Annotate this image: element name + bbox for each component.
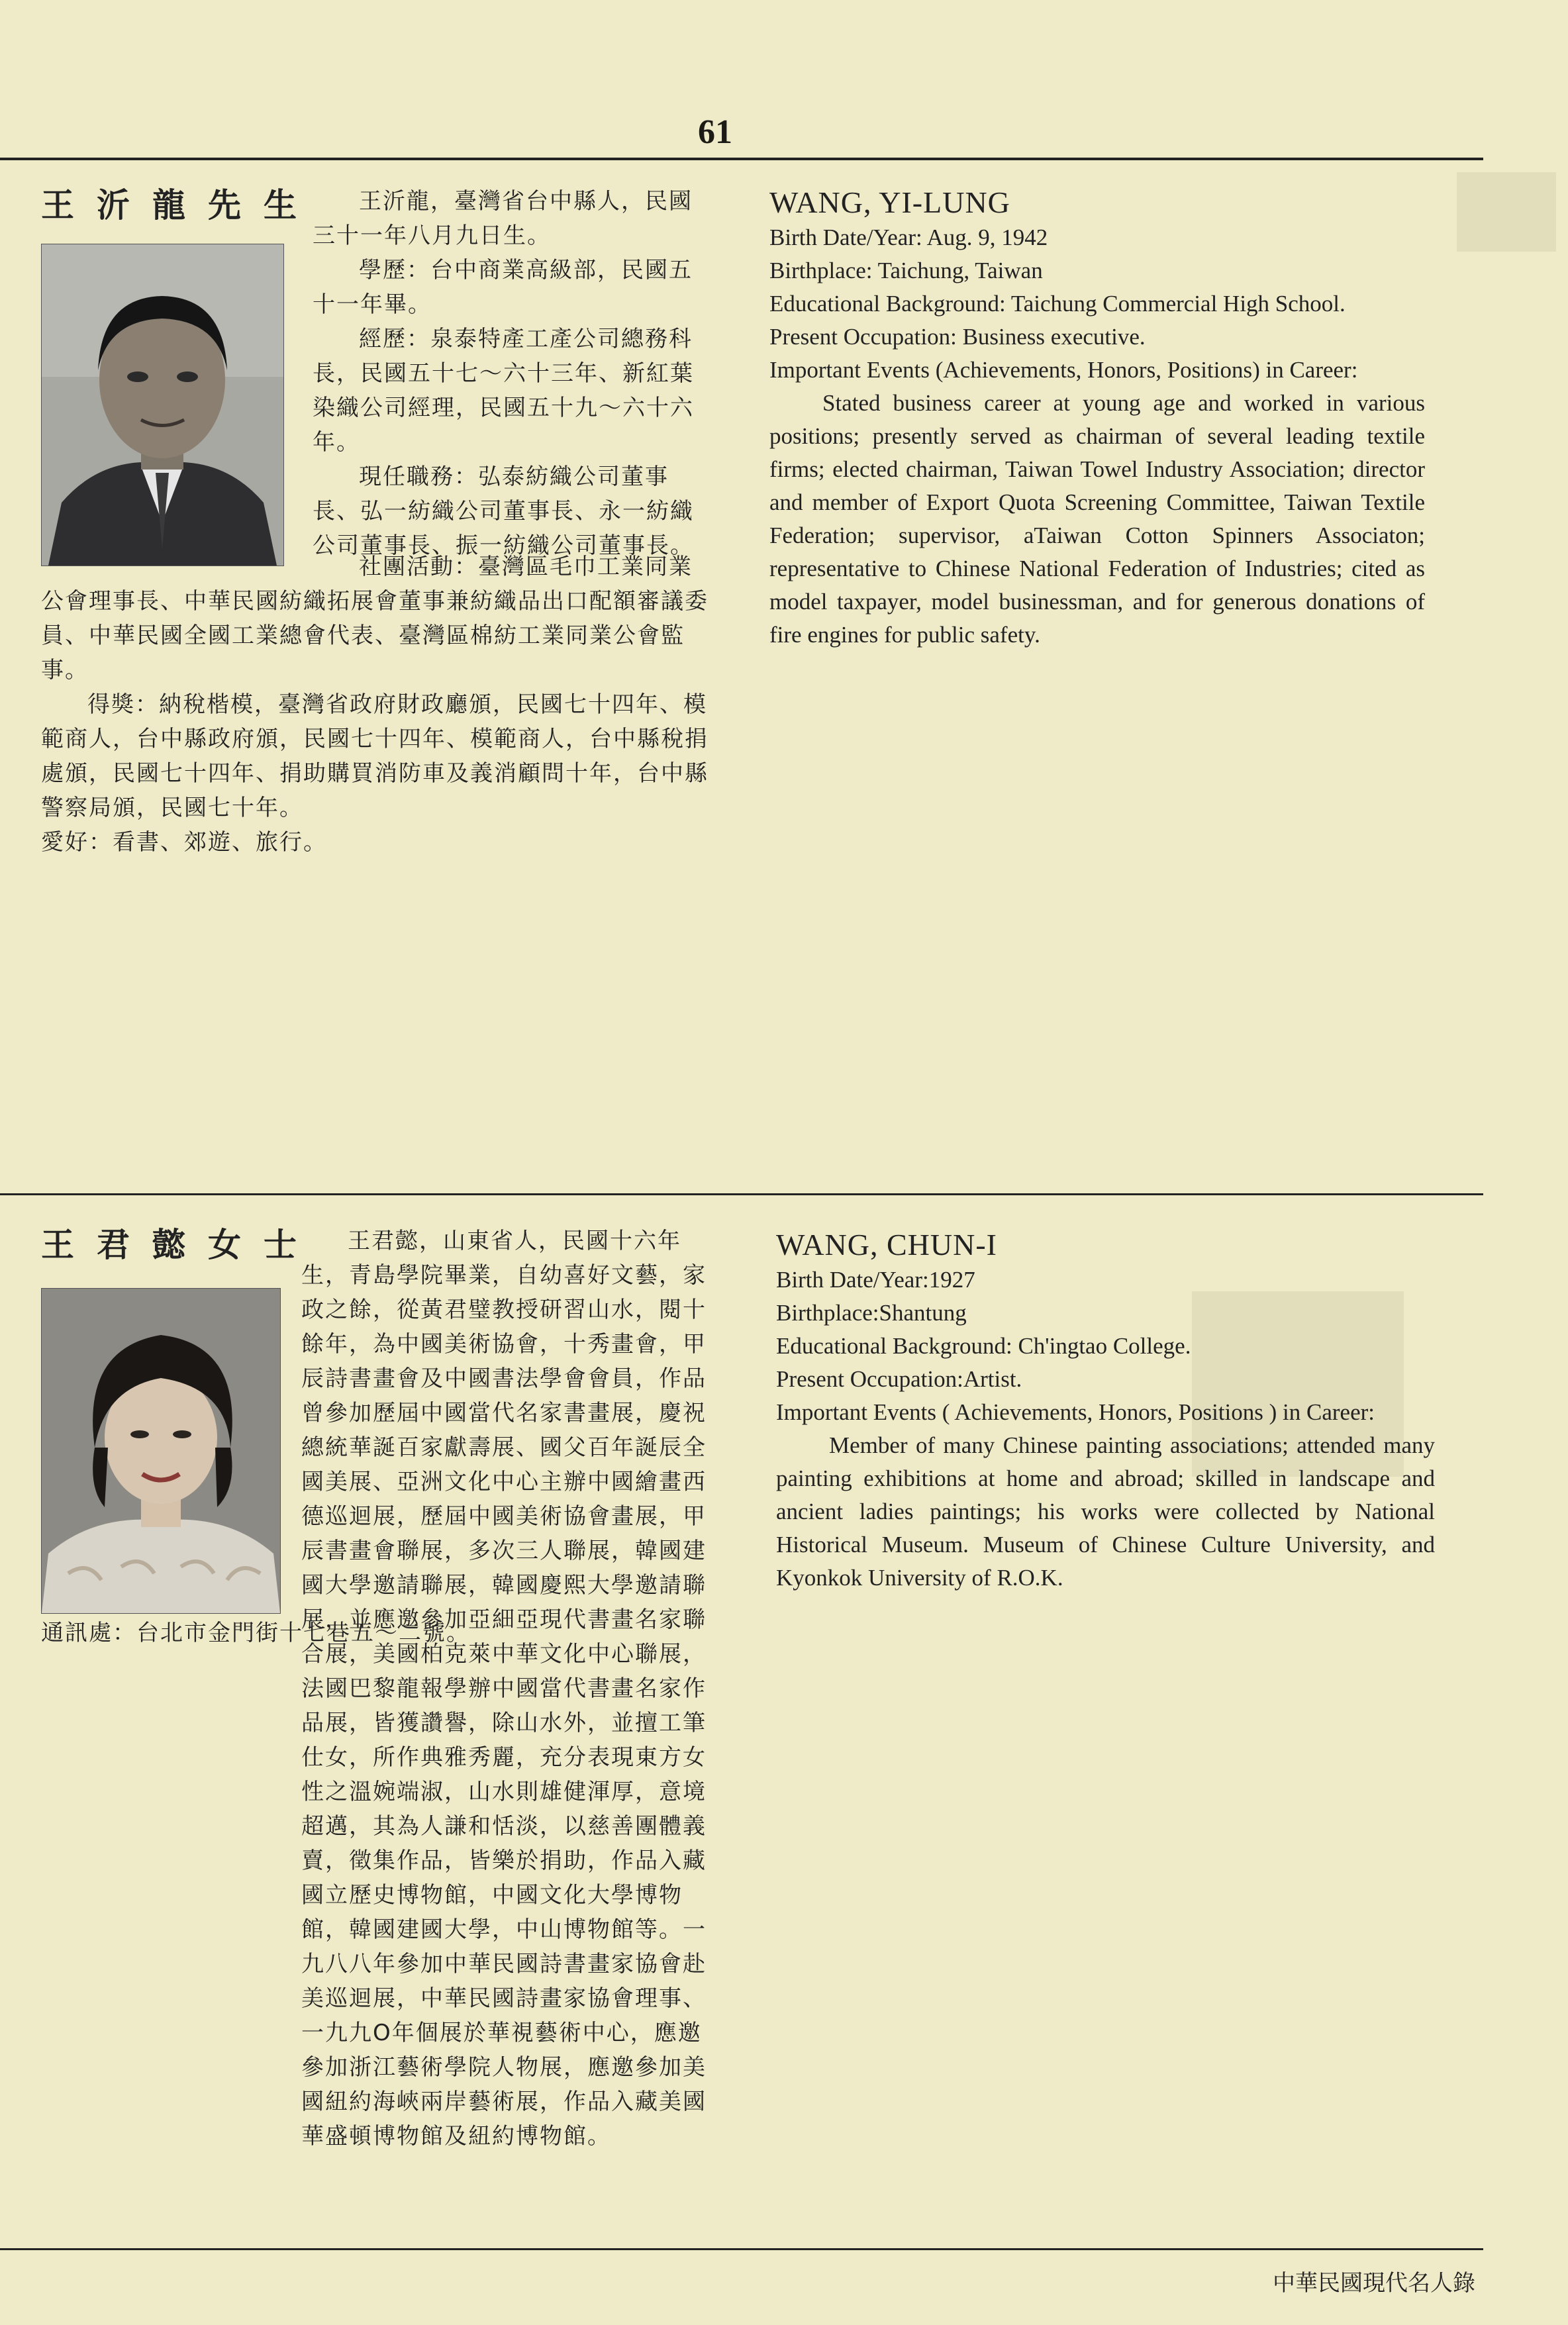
zh-address: 通訊處：台北市金門街十七巷五～二號。: [41, 1620, 470, 1646]
en-name: WANG, CHUN-I: [776, 1228, 997, 1261]
entry-title: 王沂龍先生: [41, 186, 319, 224]
en-events: Member of many Chinese painting associations; attended many painting exhibitions at home and abroad; skilled in landscape and ancient ladies paintings; his works were collected by National Historical Museum. Museum of Chinese Culture University, and Kyonkok University of R.O.K.: [776, 1432, 1435, 1591]
zh-biography: 王君懿，山東省人，民國十六年生，青島學院畢業，自幼喜好文藝，家政之餘，從黃君璧教授研習山水，閱十餘年，為中國美術協會，十秀畫會，甲辰詩書畫會及中國書法學會會員，作品曾參加歷屆中國當代名家書畫展，慶祝 總統華誕百家獻壽展、國父百年誕辰全國美展、亞洲文化中心主辦中國繪畫西德巡迴展，歷屆中國美術協會畫展，甲辰書畫會聯展，多次三人聯展，韓國建國大學邀請聯展，韓國慶熙大學邀請聯展，並應邀參加亞細亞現代書畫名家聯合展，美國柏克萊中華文化中心聯展，法國巴黎龍報學辦中國當代書畫名家作品展，皆獲讚譽，除山水外，並擅工筆仕女，所作典雅秀麗，充分表現東方女性之溫婉端淑，山水則雄健渾厚，意境超邁，其為人謙和恬淡，以慈善團體義賣，徵集作品，皆樂於捐助，作品入藏國立歷史博物館，中國文化大學博物館，韓國建國大學，中山博物館等。一九八八年參加中華民國詩書畫家協會赴美巡迴展，中華民國詩畫家協會理事、一九九O年個展於華視藝術中心，應邀參加浙江藝術學院人物展，應邀參加美國紐約海峽兩岸藝術展，作品入藏美國華盛頓博物館及紐約博物館。: [301, 1228, 730, 2150]
entry-zh-bio: [313, 184, 710, 563]
en-events-label: Important Events ( Achievements, Honors, Positions ) in Career:: [776, 1399, 1375, 1425]
entry-separator: [0, 1193, 1483, 1195]
zh-hobbies: 愛好：看書、郊遊、旅行。: [41, 829, 327, 856]
en-education: Educational Background: Taichung Commercial High School.: [769, 291, 1346, 317]
entry-en-bio: [769, 184, 1425, 652]
en-birthplace: Birthplace: Taichung, Taiwan: [769, 258, 1043, 283]
zh-experience: 經歷：泉泰特產工產公司總務科長，民國五十七～六十三年、新紅葉染織公司經理，民國五十九～六十六年。: [313, 326, 694, 456]
zh-associations: 社團活動：臺灣區毛巾工業同業公會理事長、中華民國紡織拓展會董事兼紡織品出口配額審議委員、中華民國全國工業總會代表、臺灣區棉紡工業同業公會監事。: [41, 554, 709, 683]
portrait-woman-photo: [41, 1288, 281, 1614]
en-events-label: Important Events (Achievements, Honors, Positions) in Career:: [769, 357, 1358, 383]
en-education: Educational Background: Ch'ingtao College.: [776, 1333, 1191, 1359]
entry-title: 王君懿女士: [41, 1226, 319, 1264]
en-birthplace: Birthplace:Shantung: [776, 1300, 967, 1326]
en-occupation: Present Occupation:Artist.: [776, 1366, 1022, 1392]
zh-intro: 王沂龍，臺灣省台中縣人，民國三十一年八月九日生。: [313, 188, 693, 249]
entry-zh-bio-continued: [41, 550, 710, 860]
entry-zh-bio-continued: [41, 1616, 716, 1650]
entry-en-bio: [776, 1226, 1435, 1595]
en-name: WANG, YI-LUNG: [769, 185, 1010, 219]
portrait-man-photo: [41, 244, 284, 566]
zh-current-position: 現任職務：弘泰紡織公司董事長、弘一紡織公司董事長、永一紡織公司董事長、振一紡織公司董事長。: [313, 464, 694, 559]
footer-book-title: 中華民國現代名人錄: [1273, 2270, 1475, 2297]
bleed-through-shadow: [1457, 172, 1556, 252]
bottom-rule: [0, 2248, 1483, 2250]
top-rule: [0, 158, 1483, 160]
portrait-woman-icon: [42, 1289, 280, 1613]
entry-zh-bio: [301, 1224, 730, 2150]
en-occupation: Present Occupation: Business executive.: [769, 324, 1146, 350]
portrait-man-icon: [42, 244, 283, 566]
zh-education: 學歷：台中商業高級部，民國五十一年畢。: [313, 257, 693, 318]
en-birth-date: Birth Date/Year: Aug. 9, 1942: [769, 224, 1048, 250]
en-birth-date: Birth Date/Year:1927: [776, 1267, 975, 1293]
en-events: Stated business career at young age and worked in various positions; presently served as chairman of several leading textile firms; elected chairman, Taiwan Towel Industry Association; director and member of Export Quota Screening Committee, Taiwan Textile Federation; supervisor, aTaiwan Cotton Spinners Associaton; representative to Chinese National Federation of Industries; cited as model taxpayer, model businessman, and for generous donations of fire engines for public safety.: [769, 390, 1425, 648]
zh-awards: 得獎：納稅楷模，臺灣省政府財政廳頒，民國七十四年、模範商人，台中縣政府頒，民國七十四年、模範商人，台中縣稅捐處頒，民國七十四年、捐助購買消防車及義消顧問十年，台中縣警察局頒，民國七十年。: [41, 691, 709, 821]
page-number: 61: [698, 113, 732, 151]
